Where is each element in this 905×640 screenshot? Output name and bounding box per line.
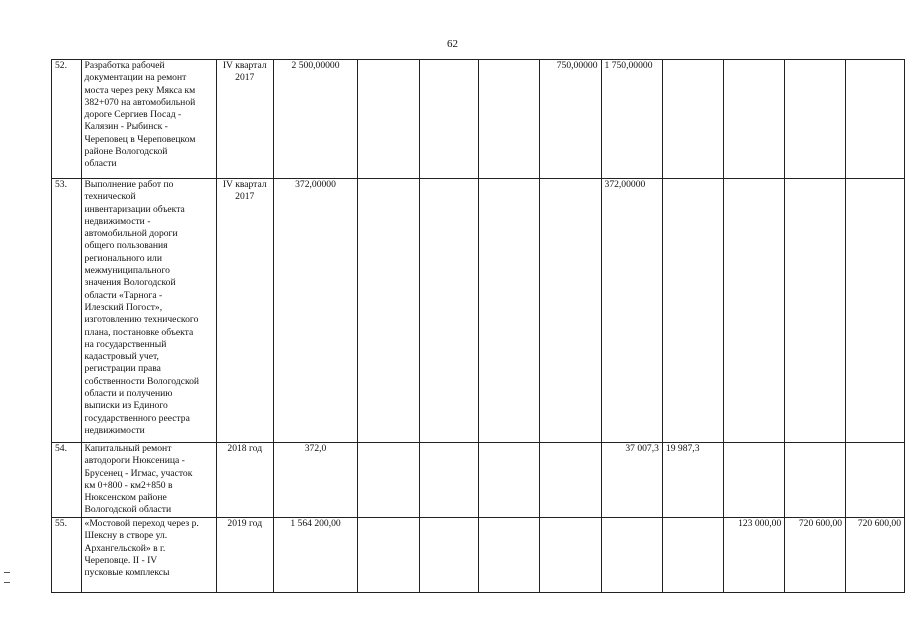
- row-cell: [358, 443, 420, 518]
- row-cell: 123 000,00: [723, 518, 785, 593]
- row-number: 52.: [52, 60, 82, 179]
- row-cell: [662, 179, 723, 443]
- description-line: регионального или: [84, 252, 162, 264]
- description-line: инвентаризации объекта: [84, 203, 185, 215]
- description-line: «Мостовой переход через р.: [84, 518, 199, 529]
- description-line: Вологодской области: [84, 504, 172, 516]
- description-line: Архангельской» в г.: [84, 542, 166, 554]
- row-cell: [601, 518, 662, 593]
- description-line: Разработка рабочей: [84, 60, 165, 71]
- row-cell: 37 007,3: [601, 443, 662, 518]
- row-cell: [419, 60, 479, 179]
- row-description: [81, 518, 216, 593]
- row-cell: [785, 443, 846, 518]
- margin-tick: [4, 582, 10, 583]
- row-cell: [723, 179, 785, 443]
- description-line: Калязин - Рыбинск -: [84, 121, 168, 133]
- row-cell: [785, 179, 846, 443]
- table-row: [52, 179, 905, 443]
- margin-tick: [4, 572, 10, 573]
- budget-table: [51, 59, 905, 593]
- row-cost: 2 500,00000: [273, 60, 357, 179]
- description-line: изготовлению технического: [84, 314, 199, 326]
- row-cell: [540, 179, 601, 443]
- description-line: Илезский Погост»,: [84, 301, 163, 313]
- row-cell: [419, 518, 479, 593]
- row-cell: [479, 518, 540, 593]
- row-cell: [540, 443, 601, 518]
- page-number: 62: [447, 38, 458, 50]
- row-cell: [846, 179, 905, 443]
- table-row: [52, 443, 905, 518]
- row-cell: [662, 518, 723, 593]
- row-cell: [358, 60, 420, 179]
- description-line: собственности Вологодской: [84, 375, 200, 387]
- description-line: районе Вологодской: [84, 146, 168, 158]
- description-line: технической: [84, 191, 136, 203]
- description-line: межмуниципального: [84, 265, 170, 277]
- row-cell: [358, 179, 420, 443]
- row-description: [81, 60, 216, 179]
- row-cell: [785, 60, 846, 179]
- row-cost: 1 564 200,00: [273, 518, 357, 593]
- description-line: недвижимости -: [84, 215, 151, 227]
- row-term: IV квартал 2017: [216, 60, 273, 179]
- description-line: Нюксенском районе: [84, 492, 167, 504]
- row-cell: [479, 60, 540, 179]
- description-line: Выполнение работ по: [84, 179, 174, 190]
- description-line: государственного реестра: [84, 412, 190, 424]
- row-cell: [479, 443, 540, 518]
- row-cell: [419, 443, 479, 518]
- description-line: области «Тарнога -: [84, 289, 163, 301]
- row-term: 2019 год: [216, 518, 273, 593]
- row-description: [81, 443, 216, 518]
- description-line: кадастровый учет,: [84, 351, 159, 363]
- description-line: выписки из Единого: [84, 400, 168, 412]
- description-line: регистрации права: [84, 363, 161, 375]
- description-line: значения Вологодской: [84, 277, 176, 289]
- row-description: [81, 179, 216, 443]
- row-cell: [846, 443, 905, 518]
- description-line: 382+070 на автомобильной: [84, 96, 196, 108]
- description-line: Капитальный ремонт: [84, 443, 172, 454]
- description-line: Шексну в створе ул.: [84, 530, 168, 542]
- description-line: на государственный: [84, 338, 167, 350]
- row-cell: [479, 179, 540, 443]
- description-line: области: [84, 158, 117, 170]
- description-line: общего пользования: [84, 240, 168, 252]
- row-cell: [419, 179, 479, 443]
- row-cost: 372,00000: [273, 179, 357, 443]
- row-cell: [723, 60, 785, 179]
- row-cell: 720 600,00: [846, 518, 905, 593]
- row-cell: [358, 518, 420, 593]
- row-term: IV квартал 2017: [216, 179, 273, 443]
- description-line: автодороги Нюксеница -: [84, 455, 185, 467]
- row-cell: [662, 60, 723, 179]
- row-number: 55.: [52, 518, 82, 593]
- row-number: 54.: [52, 443, 82, 518]
- row-cost: 372,0: [273, 443, 357, 518]
- description-line: Череповце. II - IV: [84, 554, 158, 566]
- row-cell: [540, 518, 601, 593]
- row-cell: 1 750,00000: [601, 60, 662, 179]
- table-row: [52, 60, 905, 179]
- row-cell: 372,00000: [601, 179, 662, 443]
- description-line: плана, постановке объекта: [84, 326, 194, 338]
- table-row: [52, 518, 905, 593]
- description-line: дороге Сергиев Посад -: [84, 109, 182, 121]
- description-line: Череповец в Череповецком: [84, 133, 196, 145]
- description-line: моста через реку Мякса км: [84, 84, 196, 96]
- row-number: 53.: [52, 179, 82, 443]
- row-cell: [846, 60, 905, 179]
- description-line: области и получению: [84, 388, 173, 400]
- description-line: автомобильной дороги: [84, 228, 178, 240]
- row-cell: 19 987,3: [662, 443, 723, 518]
- row-cell: 750,00000: [540, 60, 601, 179]
- row-cell: [723, 443, 785, 518]
- row-cell: 720 600,00: [785, 518, 846, 593]
- description-line: недвижимости: [84, 424, 145, 436]
- description-line: документации на ремонт: [84, 72, 187, 84]
- description-line: Брусенец - Игмас, участок: [84, 467, 193, 479]
- description-line: км 0+800 - км2+850 в: [84, 479, 173, 491]
- row-term: 2018 год: [216, 443, 273, 518]
- description-line: пусковые комплексы: [84, 567, 170, 579]
